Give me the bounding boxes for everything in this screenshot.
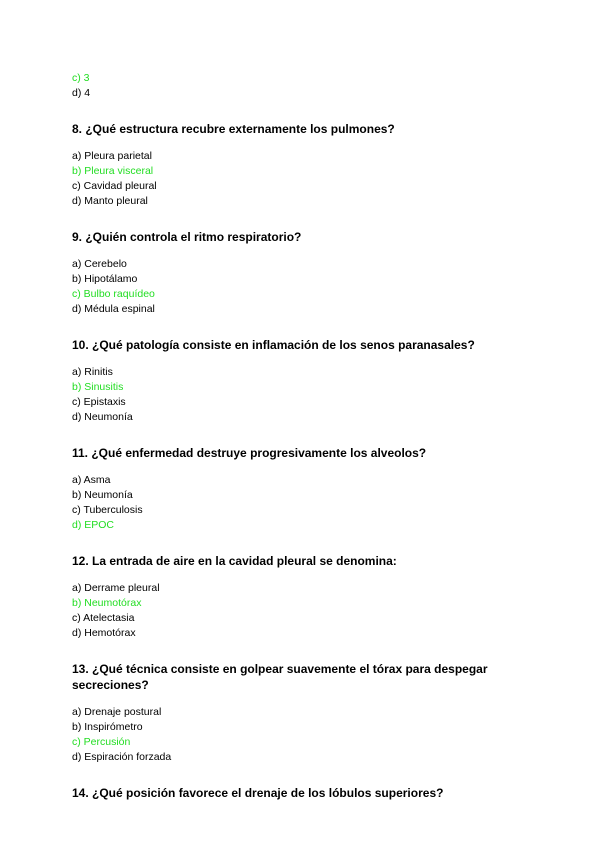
option-a: a) Asma — [72, 474, 111, 486]
question-8 — [72, 121, 532, 209]
option-b: b) Sinusitis — [72, 381, 124, 393]
option-d: d) EPOC — [72, 519, 115, 531]
option-c: c) Cavidad pleural — [72, 180, 157, 192]
question-12 — [72, 553, 532, 641]
option-c: c) Tuberculosis — [72, 504, 143, 516]
question-11 — [72, 445, 532, 533]
question-title: 12. La entrada de aire en la cavidad pleural se denomina: — [72, 554, 397, 568]
option-b: b) Hipotálamo — [72, 273, 138, 285]
option-c: c) Epistaxis — [72, 396, 126, 408]
option-c: c) Percusión — [72, 736, 131, 748]
option-d: d) Manto pleural — [72, 195, 148, 207]
option-b: b) Pleura visceral — [72, 165, 154, 177]
option-c: c) Atelectasia — [72, 612, 135, 624]
option-a: a) Pleura parietal — [72, 150, 152, 162]
question-13 — [72, 661, 532, 765]
document-page — [72, 71, 532, 813]
option-d: d) Hemotórax — [72, 627, 136, 639]
option-d: d) 4 — [72, 87, 91, 99]
option-d: d) Neumonía — [72, 411, 133, 423]
previous-question-options — [72, 71, 532, 101]
question-9 — [72, 229, 532, 317]
option-c: c) Bulbo raquídeo — [72, 288, 155, 300]
question-14 — [72, 785, 532, 801]
question-title: 8. ¿Qué estructura recubre externamente los pulmones? — [72, 122, 395, 136]
option-b: b) Neumotórax — [72, 597, 142, 609]
option-a: a) Cerebelo — [72, 258, 127, 270]
question-10 — [72, 337, 532, 425]
question-title: 9. ¿Quién controla el ritmo respiratorio? — [72, 230, 302, 244]
option-a: a) Derrame pleural — [72, 582, 160, 594]
option-b: b) Neumonía — [72, 489, 133, 501]
option-a: a) Rinitis — [72, 366, 113, 378]
option-c: c) 3 — [72, 72, 90, 84]
option-d: d) Espiración forzada — [72, 751, 172, 763]
question-title: 10. ¿Qué patología consiste en inflamación de los senos paranasales? — [72, 338, 475, 352]
option-d: d) Médula espinal — [72, 303, 155, 315]
question-title: 14. ¿Qué posición favorece el drenaje de los lóbulos superiores? — [72, 786, 444, 800]
question-title: 11. ¿Qué enfermedad destruye progresivamente los alveolos? — [72, 446, 427, 460]
question-title: 13. ¿Qué técnica consiste en golpear suavemente el tórax para despegar secreciones? — [72, 662, 488, 692]
option-a: a) Drenaje postural — [72, 706, 162, 718]
option-b: b) Inspirómetro — [72, 721, 143, 733]
